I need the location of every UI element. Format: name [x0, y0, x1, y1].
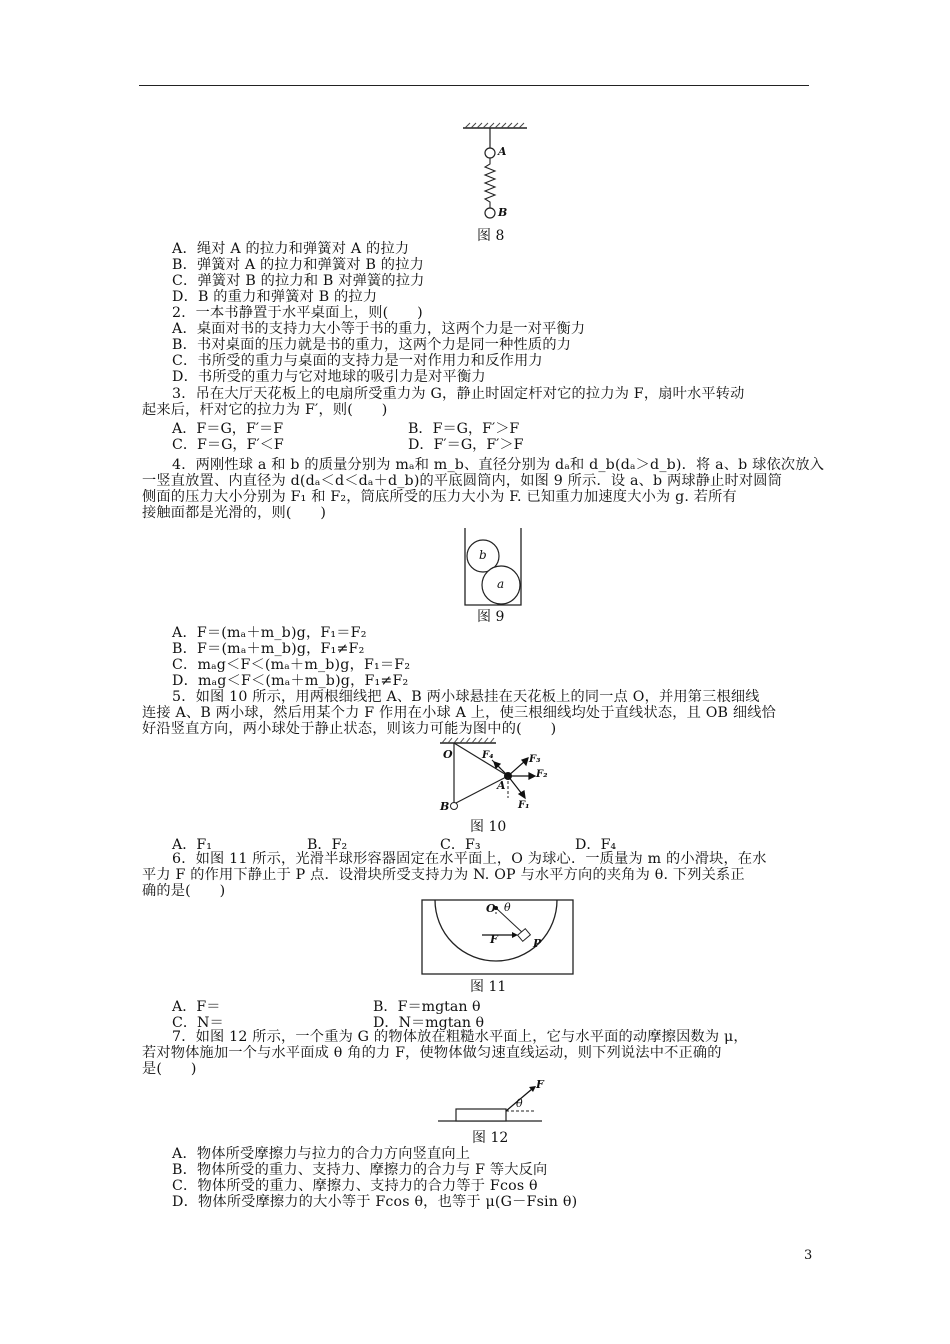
q2-stem: 2．一本书静置于水平桌面上，则( ): [172, 305, 423, 321]
q5-option-d: D．F₄: [575, 837, 617, 853]
q3-option-c: C．F＝G，F′＜F: [172, 437, 284, 453]
figure-11-caption: 图 11: [470, 979, 507, 995]
figure-12-caption: 图 12: [472, 1130, 509, 1146]
q3-option-d: D．F′＝G，F′＞F: [408, 437, 524, 453]
figure-11-label-f: F: [490, 933, 498, 946]
figure-10-caption: 图 10: [470, 819, 507, 835]
figure-12-label-f: F: [536, 1078, 544, 1091]
q4-stem-line-3: 侧面的压力大小分别为 F₁ 和 F₂，筒底所受的压力大小为 F. 已知重力加速度大小为 g. 若所有: [142, 489, 737, 505]
q2-option-c: C．书所受的重力与桌面的支持力是一对作用力和反作用力: [172, 353, 543, 369]
figure-10-label-a: A: [497, 779, 506, 792]
q5-option-a: A．F₁: [172, 837, 212, 853]
q6-stem-line-1: 6．如图 11 所示，光滑半球形容器固定在水平面上，O 为球心．一质量为 m 的小滑块，在水: [172, 851, 767, 867]
figure-11-label-p: P: [533, 937, 542, 950]
figure-9-caption: 图 9: [477, 609, 505, 625]
q1-option-d: D．B 的重力和弹簧对 B 的拉力: [172, 289, 378, 305]
q3-option-a: A．F＝G，F′＝F: [172, 421, 284, 437]
figure-11-label-theta: θ: [504, 901, 511, 914]
q3-stem-line-1: 3．吊在大厅天花板上的电扇所受重力为 G，静止时固定杆对它的拉力为 F，扇叶水平转动: [172, 386, 745, 402]
q6-option-b: B．F＝mgtan θ: [373, 999, 481, 1015]
q7-option-d: D．物体所受摩擦力的大小等于 Fcos θ，也等于 μ(G－Fsin θ): [172, 1194, 578, 1210]
q6-stem-line-2: 平力 F 的作用下静止于 P 点．设滑块所受支持力为 N. OP 与水平方向的夹角为 θ. 下列关系正: [142, 867, 745, 883]
q3-stem-line-2: 起来后，杆对它的拉力为 F′，则( ): [142, 402, 388, 418]
figure-9-ball-a-label: a: [497, 577, 505, 591]
q2-option-a: A．桌面对书的支持力大小等于书的重力，这两个力是一对平衡力: [172, 321, 586, 337]
figure-10-label-f3: F₃: [529, 754, 541, 765]
q6-stem-line-3: 确的是( ): [142, 883, 226, 899]
q7-stem-line-2: 若对物体施加一个与水平面成 θ 角的力 F，使物体做匀速直线运动，则下列说法中不正确的: [142, 1045, 722, 1061]
q4-stem-line-4: 接触面都是光滑的，则( ): [142, 505, 327, 521]
figure-8-spring: [455, 122, 535, 227]
figure-8-label-b: B: [498, 206, 508, 219]
q4-option-b: B．F＝(mₐ＋m_b)g，F₁≠F₂: [172, 641, 365, 657]
q2-option-b: B．书对桌面的压力就是书的重力，这两个力是同一种性质的力: [172, 337, 572, 353]
q5-stem-line-2: 连接 A、B 两小球，然后用某个力 F 作用在小球 A 上，使三根细线均处于直线状态，且 OB 细线恰: [142, 705, 777, 721]
figure-9-ball-b-label: b: [479, 548, 487, 562]
q7-option-c: C．物体所受的重力、摩擦力、支持力的合力等于 Fcos θ: [172, 1178, 538, 1194]
q4-option-a: A．F＝(mₐ＋m_b)g，F₁＝F₂: [172, 625, 367, 641]
figure-10-label-f4: F₄: [482, 750, 494, 761]
q4-option-d: D．mₐg＜F＜(mₐ＋m_b)g，F₁≠F₂: [172, 673, 409, 689]
q7-option-b: B．物体所受的重力、支持力、摩擦力的合力与 F 等大反向: [172, 1162, 548, 1178]
q7-stem-line-1: 7．如图 12 所示，一个重为 G 的物体放在粗糙水平面上，它与水平面的动摩擦因数为 μ，: [172, 1029, 748, 1045]
q1-option-b: B．弹簧对 A 的拉力和弹簧对 B 的拉力: [172, 257, 424, 273]
q6-option-d: D．N＝mgtan θ: [373, 1015, 485, 1031]
q3-option-b: B．F＝G，F′＞F: [408, 421, 520, 437]
q4-option-c: C．mₐg＜F＜(mₐ＋m_b)g，F₁＝F₂: [172, 657, 411, 673]
q1-option-a: A．绳对 A 的拉力和弹簧对 A 的拉力: [172, 241, 410, 257]
q6-option-a: A．F＝: [172, 999, 221, 1015]
figure-10-label-f2: F₂: [536, 769, 548, 780]
figure-12-block: [436, 1078, 546, 1128]
figure-11-label-o: O: [486, 902, 496, 915]
figure-8-label-a: A: [498, 145, 507, 158]
figure-10-label-b: B: [440, 800, 450, 813]
q2-option-d: D．书所受的重力与它对地球的吸引力是对平衡力: [172, 369, 486, 385]
q5-stem-line-3: 好沿竖直方向，两小球处于静止状态，则该力可能为图中的( ): [142, 721, 557, 737]
q5-option-c: C．F₃: [440, 837, 481, 853]
figure-9-cylinder: [462, 526, 524, 608]
q7-stem-line-3: 是( ): [142, 1061, 197, 1077]
figure-8-caption: 图 8: [477, 228, 505, 244]
q5-stem-line-1: 5．如图 10 所示，用两根细线把 A、B 两小球悬挂在天花板上的同一点 O，并用第三根细线: [172, 689, 760, 705]
figure-12-label-theta: θ: [516, 1097, 523, 1110]
q1-option-c: C．弹簧对 B 的拉力和 B 对弹簧的拉力: [172, 273, 425, 289]
page-number: 3: [804, 1248, 813, 1263]
q4-stem-line-1: 4．两刚性球 a 和 b 的质量分别为 mₐ和 m_b、直径分别为 dₐ和 d_b(dₐ＞d_b)．将 a、b 球依次放入: [172, 457, 825, 473]
q7-option-a: A．物体所受摩擦力与拉力的合力方向竖直向上: [172, 1146, 471, 1162]
figure-10-label-f1: F₁: [518, 800, 530, 811]
q6-option-c: C．N＝: [172, 1015, 224, 1031]
q5-option-b: B．F₂: [307, 837, 348, 853]
q4-stem-line-2: 一竖直放置、内直径为 d(dₐ＜d＜dₐ＋d_b)的平底圆筒内，如图 9 所示．设 a、b 两球静止时对圆筒: [142, 473, 783, 489]
figure-10-label-o: O: [443, 748, 453, 761]
header-rule: [139, 85, 809, 86]
